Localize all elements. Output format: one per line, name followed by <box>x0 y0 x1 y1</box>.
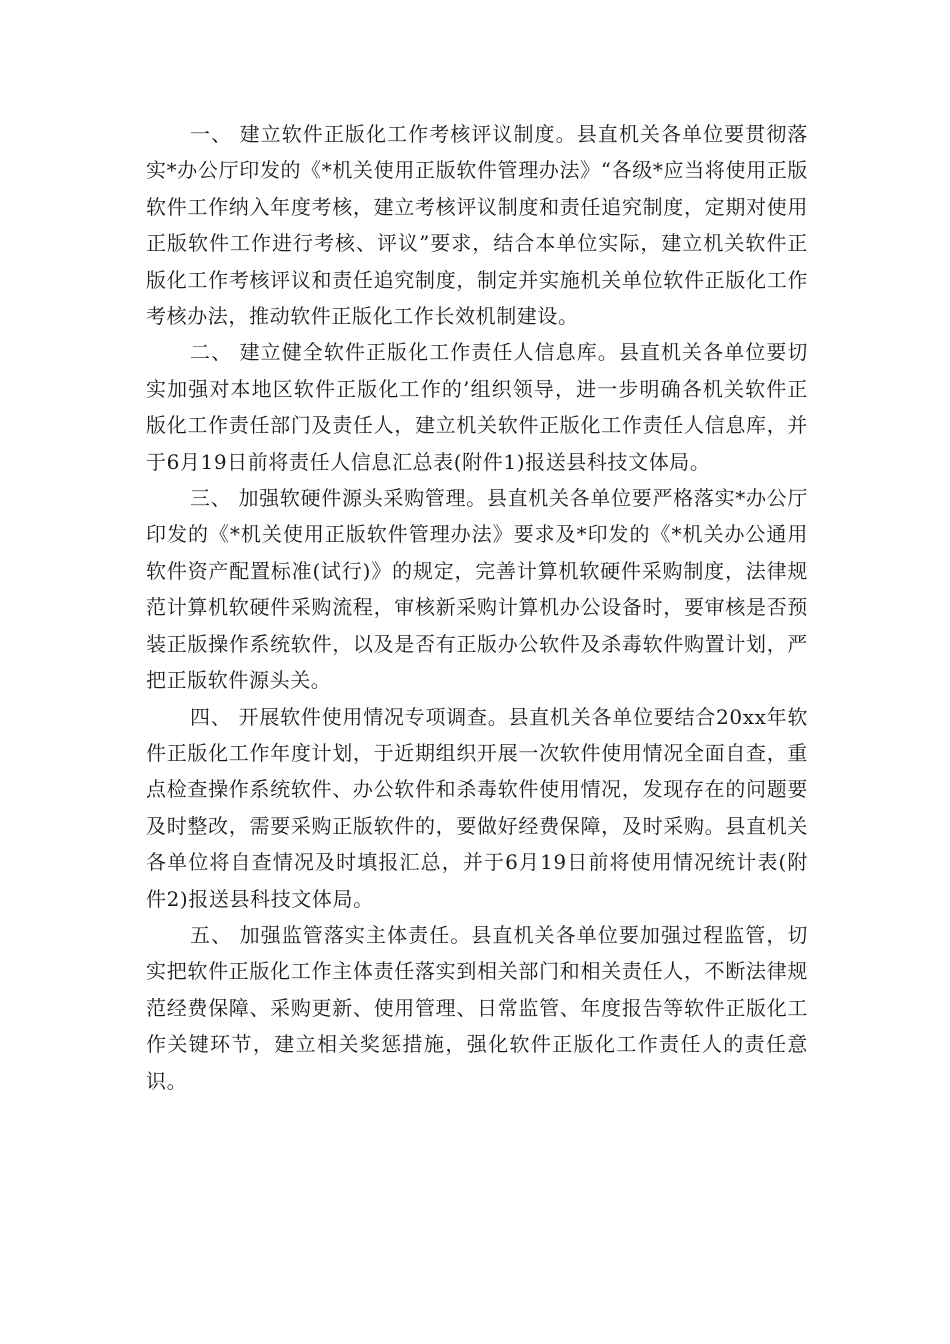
paragraph-2: 二、 建立健全软件正版化工作责任人信息库。县直机关各单位要切实加强对本地区软件正版化工作的’组织领导，进一步明确各机关软件正版化工作责任部门及责任人，建立机关软件正版化工作责任人信息库，并于6月19日前将责任人信息汇总表(附件1)报送县科技文体局。 <box>146 340 808 474</box>
document-page <box>146 116 808 1099</box>
paragraph-1: 一、 建立软件正版化工作考核评议制度。县直机关各单位要贯彻落实*办公厅印发的《*机关使用正版软件管理办法》“各级*应当将使用正版软件工作纳入年度考核，建立考核评议制度和责任追究制度，定期对使用正版软件工作进行考核、评议”要求，结合本单位实际，建立机关软件正版化工作考核评议和责任追究制度，制定并实施机关单位软件正版化工作考核办法，推动软件正版化工作长效机制建设。 <box>146 122 808 329</box>
paragraph-3: 三、 加强软硬件源头采购管理。县直机关各单位要严格落实*办公厅印发的《*机关使用正版软件管理办法》要求及*印发的《*机关办公通用软件资产配置标准(试行)》的规定，完善计算机软硬件采购制度，法律规范计算机软硬件采购流程，审核新采购计算机办公设备时，要审核是否预装正版操作系统软件，以及是否有正版办公软件及杀毒软件购置计划，严把正版软件源头关。 <box>146 486 808 693</box>
paragraph-4: 四、 开展软件使用情况专项调查。县直机关各单位要结合20xx年软件正版化工作年度计划，于近期组织开展一次软件使用情况全面自查，重点检查操作系统软件、办公软件和杀毒软件使用情况，发现存在的问题要及时整改，需要采购正版软件的，要做好经费保障，及时采购。县直机关各单位将自查情况及时填报汇总，并于6月19日前将使用情况统计表(附件2)报送县科技文体局。 <box>146 704 808 911</box>
paragraph-5: 五、 加强监管落实主体责任。县直机关各单位要加强过程监管，切实把软件正版化工作主体责任落实到相关部门和相关责任人，不断法律规范经费保障、采购更新、使用管理、日常监管、年度报告等软件正版化工作关键环节，建立相关奖惩措施，强化软件正版化工作责任人的责任意识。 <box>146 922 808 1093</box>
